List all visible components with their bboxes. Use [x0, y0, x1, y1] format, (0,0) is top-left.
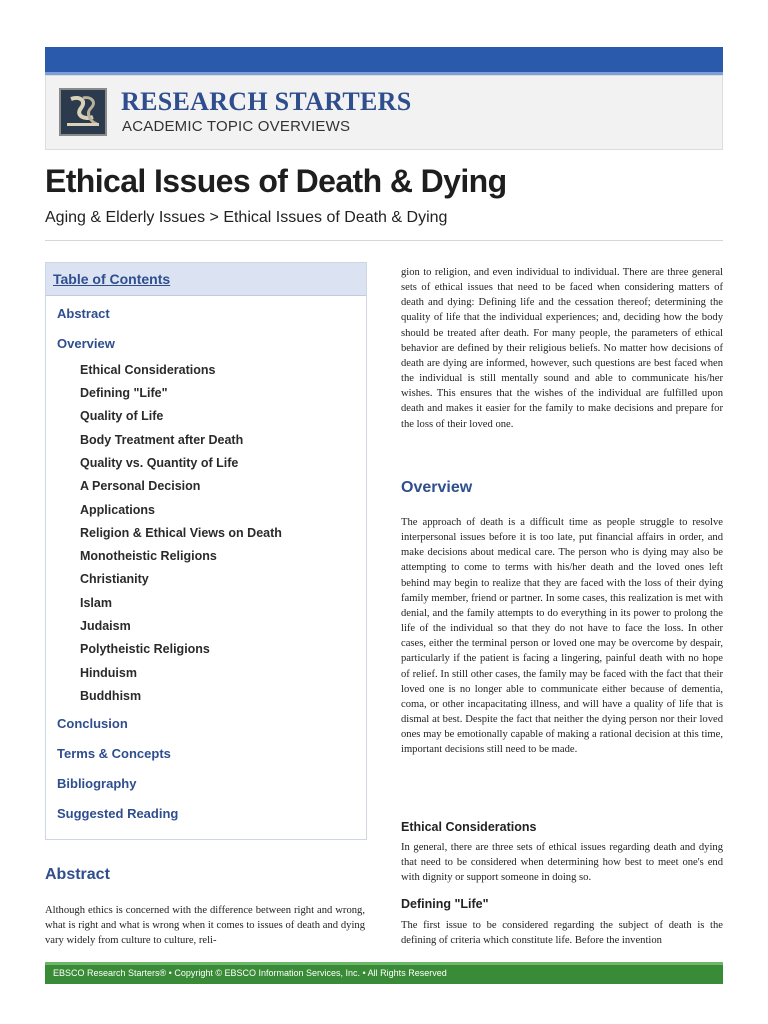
divider: [45, 240, 723, 241]
toc-link-islam[interactable]: Islam: [80, 596, 112, 610]
abstract-heading: Abstract: [45, 866, 110, 883]
toc-link-religion-views[interactable]: Religion & Ethical Views on Death: [80, 526, 282, 540]
defining-life-heading: Defining "Life": [401, 897, 489, 911]
toc-link-abstract[interactable]: Abstract: [57, 306, 110, 321]
abstract-text: Although ethics is concerned with the difference between right and wrong, what is right and what is wrong when it comes to issues of death and dying vary widely from culture to culture, reli-: [45, 905, 365, 947]
ethical-considerations-text: In general, there are three sets of ethical issues regarding death and dying that need to be considered when determining how best to meet one's end with dignity or support someone in doing so.: [401, 842, 723, 884]
table-of-contents: [45, 262, 367, 840]
toc-link-polytheistic[interactable]: Polytheistic Religions: [80, 642, 210, 656]
toc-link-bibliography[interactable]: Bibliography: [57, 776, 137, 791]
toc-link-applications[interactable]: Applications: [80, 503, 156, 517]
toc-heading[interactable]: Table of Contents: [53, 271, 171, 287]
page-title: Ethical Issues of Death & Dying: [45, 163, 507, 199]
breadcrumb: Aging & Elderly Issues > Ethical Issues of Death & Dying: [45, 209, 448, 226]
copyright-text: EBSCO Research Starters® • Copyright © EBSCO Information Services, Inc. • All Rights Reserved: [53, 968, 447, 978]
defining-life-text: The first issue to be considered regarding the subject of death is the defining of criteria which constitute life. Before the invention: [401, 920, 723, 947]
toc-link-hinduism[interactable]: Hinduism: [80, 666, 137, 680]
brand-title: RESEARCH STARTERS: [121, 87, 412, 116]
toc-link-quality-of-life[interactable]: Quality of Life: [80, 409, 164, 423]
top-banner-bar: [45, 47, 723, 72]
brand-subtitle: ACADEMIC TOPIC OVERVIEWS: [122, 118, 351, 135]
research-starters-logo: [59, 88, 107, 136]
ethical-considerations-heading: Ethical Considerations: [401, 820, 537, 834]
toc-link-overview[interactable]: Overview: [57, 336, 115, 351]
footer-bar: [45, 962, 723, 984]
toc-link-conclusion[interactable]: Conclusion: [57, 716, 128, 731]
header-banner: [45, 75, 723, 150]
abstract-text-continued: gion to religion, and even individual to individual. There are three general sets of ethical issues that need to be faced when considering matters of death and dying: Defining life and the cessation thereof; determining the quality of life that the individual experiences; and, deciding how the body should be treated after death. For many people, the parameters of ethical behavior are defined by their religious beliefs. No matter how decisions of death are dying are informed, however, such questions are best faced when the individual is still mentally sound and able to communicate his/her wishes. This ensures that the wishes of the individual are fulfilled upon death and makes it easier for the family to make decisions and prepare for the loss of their loved one.: [401, 267, 723, 430]
toc-header: [46, 263, 366, 296]
overview-heading: Overview: [401, 479, 473, 496]
toc-link-quality-vs-quantity[interactable]: Quality vs. Quantity of Life: [80, 456, 239, 470]
toc-link-defining-life[interactable]: Defining "Life": [80, 386, 168, 400]
overview-text: The approach of death is a difficult time as people struggle to resolve interpersonal issues before it is too late, put financial affairs in order, and make decisions about medical care. The person who is dying may also be attempting to come to terms with his/her death and the loved ones left behind may begin to realize that they are faced with the loss of their dying family member, friend or partner. In some cases, this realization is met with denial, and the family attempts to do everything in its power to prolong the life of the individual so that they do not have to face the loss. In other cases, either the terminal person or loved one may be overcome by despair, particularly if the patient is facing a lingering, painful death with no hope of relief. In still other cases, the family may be faced with the fact that their loved one is no longer able to communicate either because of dementia, coma, or other incapacitating illness, and will have a quality of life that is dismal at best. Despite the fact that neither the dying person nor their loved ones may be emotionally capable of making a rational decision at this time, important decisions still need to be made.: [401, 517, 723, 756]
toc-link-judaism[interactable]: Judaism: [80, 619, 131, 633]
toc-link-terms-concepts[interactable]: Terms & Concepts: [57, 746, 171, 761]
toc-link-christianity[interactable]: Christianity: [80, 572, 149, 586]
toc-link-personal-decision[interactable]: A Personal Decision: [80, 479, 201, 493]
toc-link-body-treatment[interactable]: Body Treatment after Death: [80, 433, 244, 447]
toc-link-suggested-reading[interactable]: Suggested Reading: [57, 806, 179, 821]
toc-link-monotheistic[interactable]: Monotheistic Religions: [80, 549, 217, 563]
toc-link-ethical-considerations[interactable]: Ethical Considerations: [80, 363, 216, 377]
toc-link-buddhism[interactable]: Buddhism: [80, 689, 142, 703]
